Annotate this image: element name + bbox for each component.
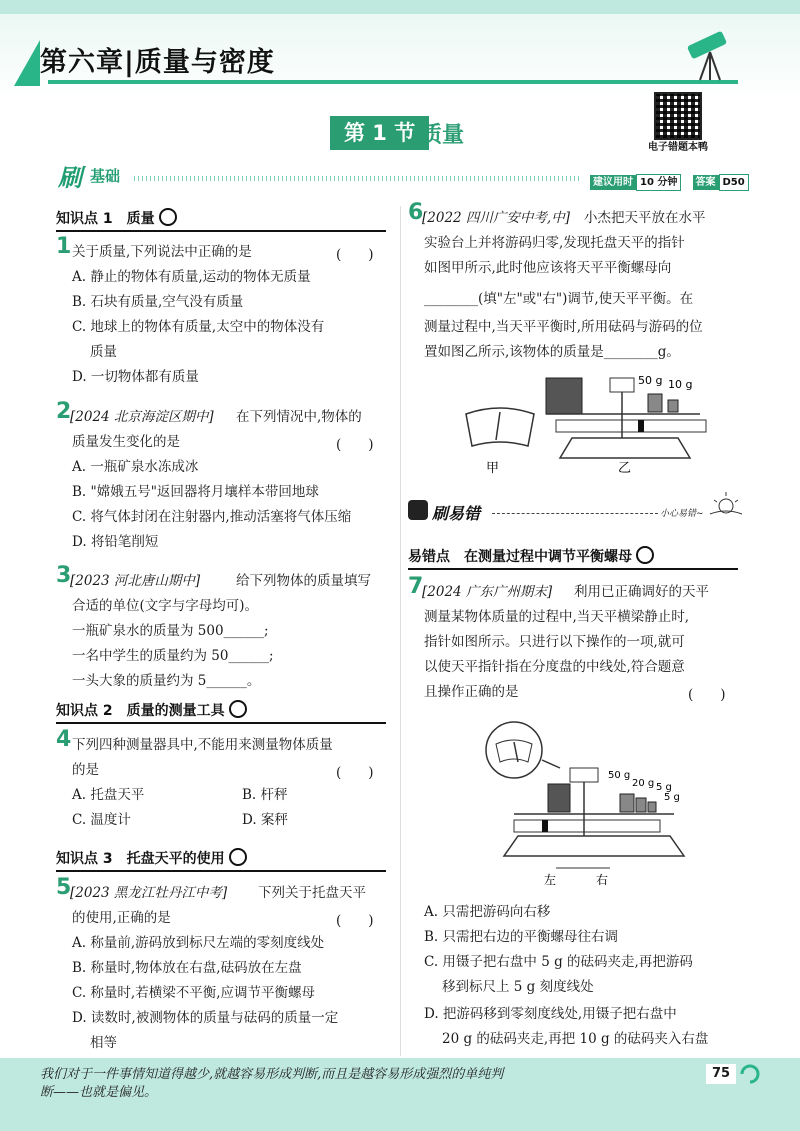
kp-error-rule [408, 568, 738, 570]
q4-option-b[interactable]: B. 杆秤 [242, 787, 288, 803]
target-icon [229, 848, 247, 866]
q7-line-4: 以使天平指针指在分度盘的中线处,符合题意 [424, 659, 685, 675]
q4-stem-1: 下列四种测量器具中,不能用来测量物体质量 [72, 737, 333, 753]
q1-option-c-cont: 质量 [90, 344, 117, 360]
fig7-left-label: 左 [544, 873, 557, 887]
fig6-label-jia: 甲 [486, 461, 500, 476]
chapter-accent [14, 40, 40, 86]
q5-stem-2: 的使用,正确的是 [72, 910, 171, 926]
dotted-rule [134, 176, 582, 181]
fig7-weight-50: 50 g [608, 770, 631, 781]
time-value: 10 分钟 [636, 174, 681, 191]
easy-error-rule [492, 513, 658, 514]
q2-answer-blank[interactable]: ( ) [336, 437, 374, 453]
qr-code-icon[interactable] [654, 92, 702, 140]
q7-option-c-cont: 移到标尺上 5 g 刻度线处 [442, 979, 594, 995]
q1-option-d[interactable]: D. 一切物体都有质量 [72, 369, 199, 385]
target-icon [159, 208, 177, 226]
dial-jia [466, 408, 534, 446]
q4-option-d[interactable]: D. 案秤 [242, 812, 288, 828]
kp2-label: 知识点 2 质量的测量工具 [56, 703, 225, 719]
time-label: 建议用时 [590, 175, 636, 190]
q7-option-c[interactable]: C. 用镊子把右盘中 5 g 的砝码夹走,再把游码 [424, 954, 693, 970]
q4-option-c[interactable]: C. 温度计 [72, 812, 131, 828]
target-icon [229, 700, 247, 718]
kp3-label: 知识点 3 托盘天平的使用 [56, 851, 225, 867]
fig7-weight-20: 20 g [632, 778, 655, 789]
q2-option-d[interactable]: D. 将铅笔削短 [72, 534, 159, 550]
q7-figure [474, 716, 714, 892]
chapter-underline [48, 80, 738, 84]
easy-error-title: 刷易错 [432, 504, 481, 523]
fig6-weight-50: 50 g [638, 374, 663, 387]
rider [638, 420, 644, 432]
q3-source: [2023 河北唐山期中] [70, 573, 201, 589]
q6-line-2: 实验台上并将游码归零,发现托盘天平的指针 [424, 235, 685, 251]
q1-option-b[interactable]: B. 石块有质量,空气没有质量 [72, 294, 244, 310]
q4-option-a[interactable]: A. 托盘天平 [72, 787, 145, 803]
q2-option-a[interactable]: A. 一瓶矿泉水冻成冰 [72, 459, 199, 475]
q5-option-d[interactable]: D. 读数时,被测物体的质量与砝码的质量一定 [72, 1010, 339, 1026]
kp3-heading [56, 848, 247, 868]
q7-option-b[interactable]: B. 只需把右边的平衡螺母往右调 [424, 929, 619, 945]
q7-line-1: 利用已正确调好的天平 [574, 584, 709, 600]
q2-number: 2 [56, 399, 72, 424]
q7-number: 7 [408, 574, 424, 599]
q1-number: 1 [56, 234, 72, 259]
q7-option-d-cont: 20 g 的砝码夹走,再把 10 g 的砝码夹入右盘 [442, 1031, 709, 1047]
object-block [548, 784, 570, 812]
q4-answer-blank[interactable]: ( ) [336, 765, 374, 781]
footer-quote-line-1: 我们对于一件事情知道得越少,就越容易形成判断,而且是越容易形成强烈的单纯判 [40, 1067, 504, 1082]
page-number: 75 [706, 1064, 736, 1084]
q5-option-a[interactable]: A. 称量前,游码放到标尺左端的零刻度线处 [72, 935, 325, 951]
kp-error-label: 易错点 在测量过程中调节平衡螺母 [408, 549, 632, 565]
q6-source: [2022 四川广安中考,中] [422, 210, 570, 226]
footer-quote-line-2: 断——也就是偏见。 [40, 1085, 158, 1100]
q7-source: [2024 广东广州期末] [422, 584, 553, 600]
q7-option-a[interactable]: A. 只需把游码向右移 [424, 904, 551, 920]
chapter-title: 第六章|质量与密度 [40, 47, 275, 78]
answer-page: D50 [719, 174, 749, 191]
fig7-weight-5a: 5 g [656, 782, 672, 793]
qr-label: 电子错题本鸭 [648, 142, 708, 153]
fig7-weight-5b: 5 g [664, 792, 680, 803]
ruler [556, 420, 706, 432]
q3-line-3[interactable]: 一头大象的质量约为 5______。 [72, 673, 261, 689]
rider [542, 820, 548, 832]
q1-answer-blank[interactable]: ( ) [336, 247, 374, 263]
error-badge-icon [408, 500, 428, 520]
q5-option-c[interactable]: C. 称量时,若横梁不平衡,应调节平衡螺母 [72, 985, 316, 1001]
object-block [546, 378, 582, 414]
time-info [590, 170, 749, 189]
swirl-icon [738, 1062, 762, 1086]
q5-source: [2023 黑龙江牡丹江中考] [70, 885, 228, 901]
target-icon [636, 546, 654, 564]
q2-option-c[interactable]: C. 将气体封闭在注射器内,推动活塞将气体压缩 [72, 509, 352, 525]
q6-figure [450, 368, 730, 488]
q5-stem-1: 下列关于托盘天平 [258, 885, 366, 901]
q7-answer-blank[interactable]: ( ) [688, 687, 726, 703]
q5-answer-blank[interactable]: ( ) [336, 913, 374, 929]
kp2-heading [56, 700, 247, 720]
footer-quote [40, 1066, 730, 1102]
q3-stem-2: 合适的单位(文字与字母均可)。 [72, 598, 259, 614]
q7-line-2: 测量某物体质量的过程中,当天平横梁静止时, [424, 609, 690, 625]
answer-label: 答案 [693, 175, 719, 190]
q4-stem-2: 的是 [72, 762, 99, 778]
q7-line-5: 且操作正确的是 [424, 684, 519, 700]
q6-line-4[interactable]: ________(填"左"或"右")调节,使天平平衡。在 [424, 291, 694, 307]
q5-number: 5 [56, 875, 72, 900]
fig6-label-yi: 乙 [618, 461, 632, 476]
q3-line-2[interactable]: 一名中学生的质量约为 50______; [72, 648, 274, 664]
section-title: 质量 [420, 123, 465, 148]
q2-source: [2024 北京海淀区期中] [70, 409, 214, 425]
basic-subtitle: 基础 [90, 167, 121, 185]
q6-line-6[interactable]: 置如图乙所示,该物体的质量是________g。 [424, 344, 680, 360]
q1-stem: 关于质量,下列说法中正确的是 [72, 244, 252, 260]
easy-error-tag: 小心易错~ [660, 509, 704, 519]
top-strip [0, 0, 800, 14]
q2-stem-1: 在下列情况中,物体的 [236, 409, 362, 425]
q6-line-3: 如图甲所示,此时他应该将天平平衡螺母向 [424, 260, 672, 276]
q6-number: 6 [408, 200, 424, 225]
q7-line-3: 指针如图所示。只进行以下操作的一项,就可 [424, 634, 685, 650]
q3-number: 3 [56, 563, 72, 588]
column-divider [400, 206, 401, 1056]
sun-icon [706, 490, 746, 518]
q1-option-a[interactable]: A. 静止的物体有质量,运动的物体无质量 [72, 269, 311, 285]
q3-line-1[interactable]: 一瓶矿泉水的质量为 500______; [72, 623, 269, 639]
kp1-label: 知识点 1 质量 [56, 211, 155, 227]
fig6-weight-10: 10 g [668, 378, 693, 391]
section-number: 第 1 节 [330, 116, 429, 150]
kp-error-heading [408, 546, 654, 566]
kp1-rule [56, 230, 386, 232]
q6-line-5: 测量过程中,当天平平衡时,所用砝码与游码的位 [424, 319, 703, 335]
fig7-right-label: 右 [596, 873, 609, 887]
kp3-rule [56, 870, 386, 872]
q4-number: 4 [56, 727, 72, 752]
basic-title: 刷 [58, 164, 82, 192]
q5-option-d-cont: 相等 [90, 1035, 117, 1051]
q5-option-b[interactable]: B. 称量时,物体放在右盘,砝码放在左盘 [72, 960, 302, 976]
q1-option-c[interactable]: C. 地球上的物体有质量,太空中的物体没有 [72, 319, 325, 335]
telescope-icon [682, 24, 742, 84]
q2-option-b[interactable]: B. "嫦娥五号"返回器将月壤样本带回地球 [72, 484, 319, 500]
q6-line-1: 小杰把天平放在水平 [584, 210, 706, 226]
kp1-heading [56, 208, 177, 228]
q2-stem-2: 质量发生变化的是 [72, 434, 180, 450]
q3-stem-1: 给下列物体的质量填写 [236, 573, 371, 589]
ruler [514, 820, 660, 832]
kp2-rule [56, 722, 386, 724]
q7-option-d[interactable]: D. 把游码移到零刻度线处,用镊子把右盘中 [424, 1006, 677, 1022]
